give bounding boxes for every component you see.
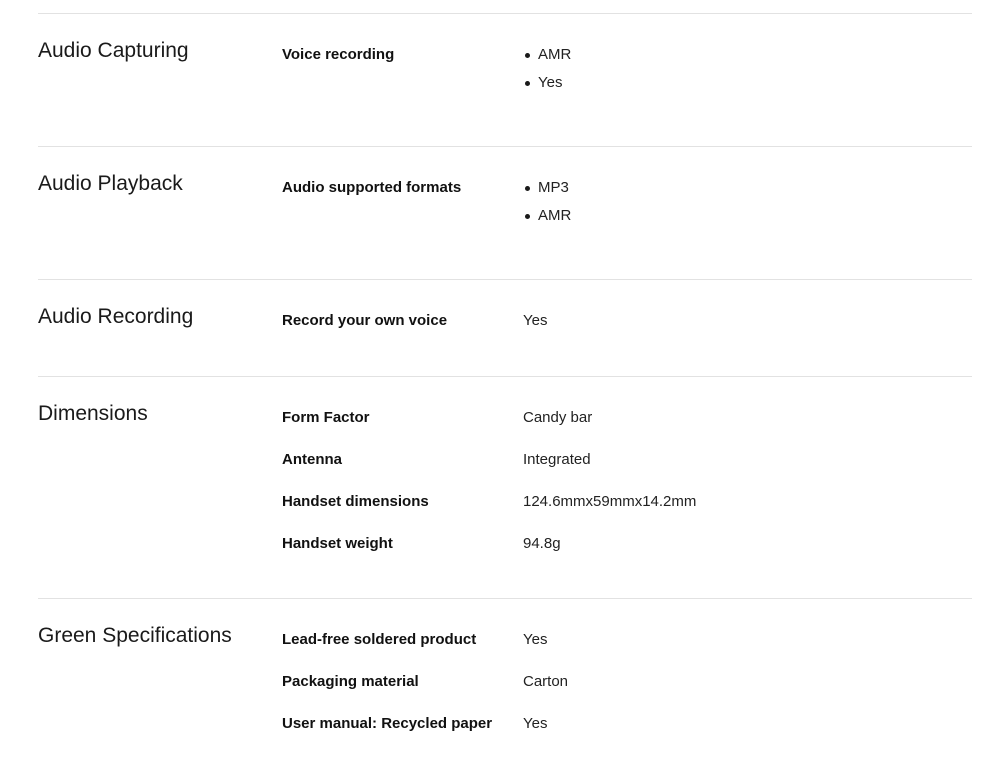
spec-label: Record your own voice bbox=[282, 312, 448, 329]
spec-row bbox=[282, 450, 972, 470]
spec-row bbox=[282, 311, 972, 331]
spec-row bbox=[282, 408, 972, 428]
spec-row bbox=[282, 45, 972, 93]
spec-value-item: AMR bbox=[523, 45, 571, 65]
spec-value: Yes bbox=[523, 312, 548, 329]
section-title: Audio Recording bbox=[38, 305, 194, 328]
spec-label: User manual: Recycled paper bbox=[282, 715, 493, 732]
spec-row bbox=[282, 492, 972, 512]
spec-value: 94.8g bbox=[523, 535, 561, 552]
spec-value-item: Yes bbox=[523, 73, 571, 93]
spec-row bbox=[282, 672, 972, 692]
spec-rows bbox=[38, 377, 972, 554]
section-title: Audio Playback bbox=[38, 172, 183, 195]
spec-section-audio-capturing bbox=[38, 13, 972, 146]
spec-section-audio-recording bbox=[38, 279, 972, 376]
spec-section-audio-playback bbox=[38, 146, 972, 279]
spec-label: Handset weight bbox=[282, 535, 393, 552]
spec-label: Handset dimensions bbox=[282, 493, 429, 510]
spec-value: Integrated bbox=[523, 451, 591, 468]
spec-label: Audio supported formats bbox=[282, 179, 462, 196]
spec-value: Yes bbox=[523, 715, 548, 732]
spec-row bbox=[282, 178, 972, 226]
spec-section-green-specifications bbox=[38, 598, 972, 758]
spec-row bbox=[282, 714, 972, 734]
spec-value: Candy bar bbox=[523, 409, 593, 426]
spec-sheet bbox=[38, 13, 972, 758]
spec-label: Voice recording bbox=[282, 46, 395, 63]
spec-value-item: MP3 bbox=[523, 178, 571, 198]
spec-row bbox=[282, 534, 972, 554]
spec-label: Antenna bbox=[282, 451, 342, 468]
spec-rows bbox=[38, 599, 972, 734]
spec-row bbox=[282, 630, 972, 650]
section-title: Green Specifications bbox=[38, 624, 232, 647]
spec-label: Form Factor bbox=[282, 409, 370, 426]
section-title: Dimensions bbox=[38, 402, 148, 425]
spec-value: Yes bbox=[523, 631, 548, 648]
spec-label: Packaging material bbox=[282, 673, 419, 690]
spec-value: Carton bbox=[523, 673, 569, 690]
section-title: Audio Capturing bbox=[38, 39, 189, 62]
spec-value-list bbox=[523, 178, 571, 226]
spec-label: Lead-free soldered product bbox=[282, 631, 477, 648]
spec-section-dimensions bbox=[38, 376, 972, 598]
spec-value: 124.6mmx59mmx14.2mm bbox=[523, 493, 697, 510]
spec-value-item: AMR bbox=[523, 206, 571, 226]
spec-value-list bbox=[523, 45, 571, 93]
